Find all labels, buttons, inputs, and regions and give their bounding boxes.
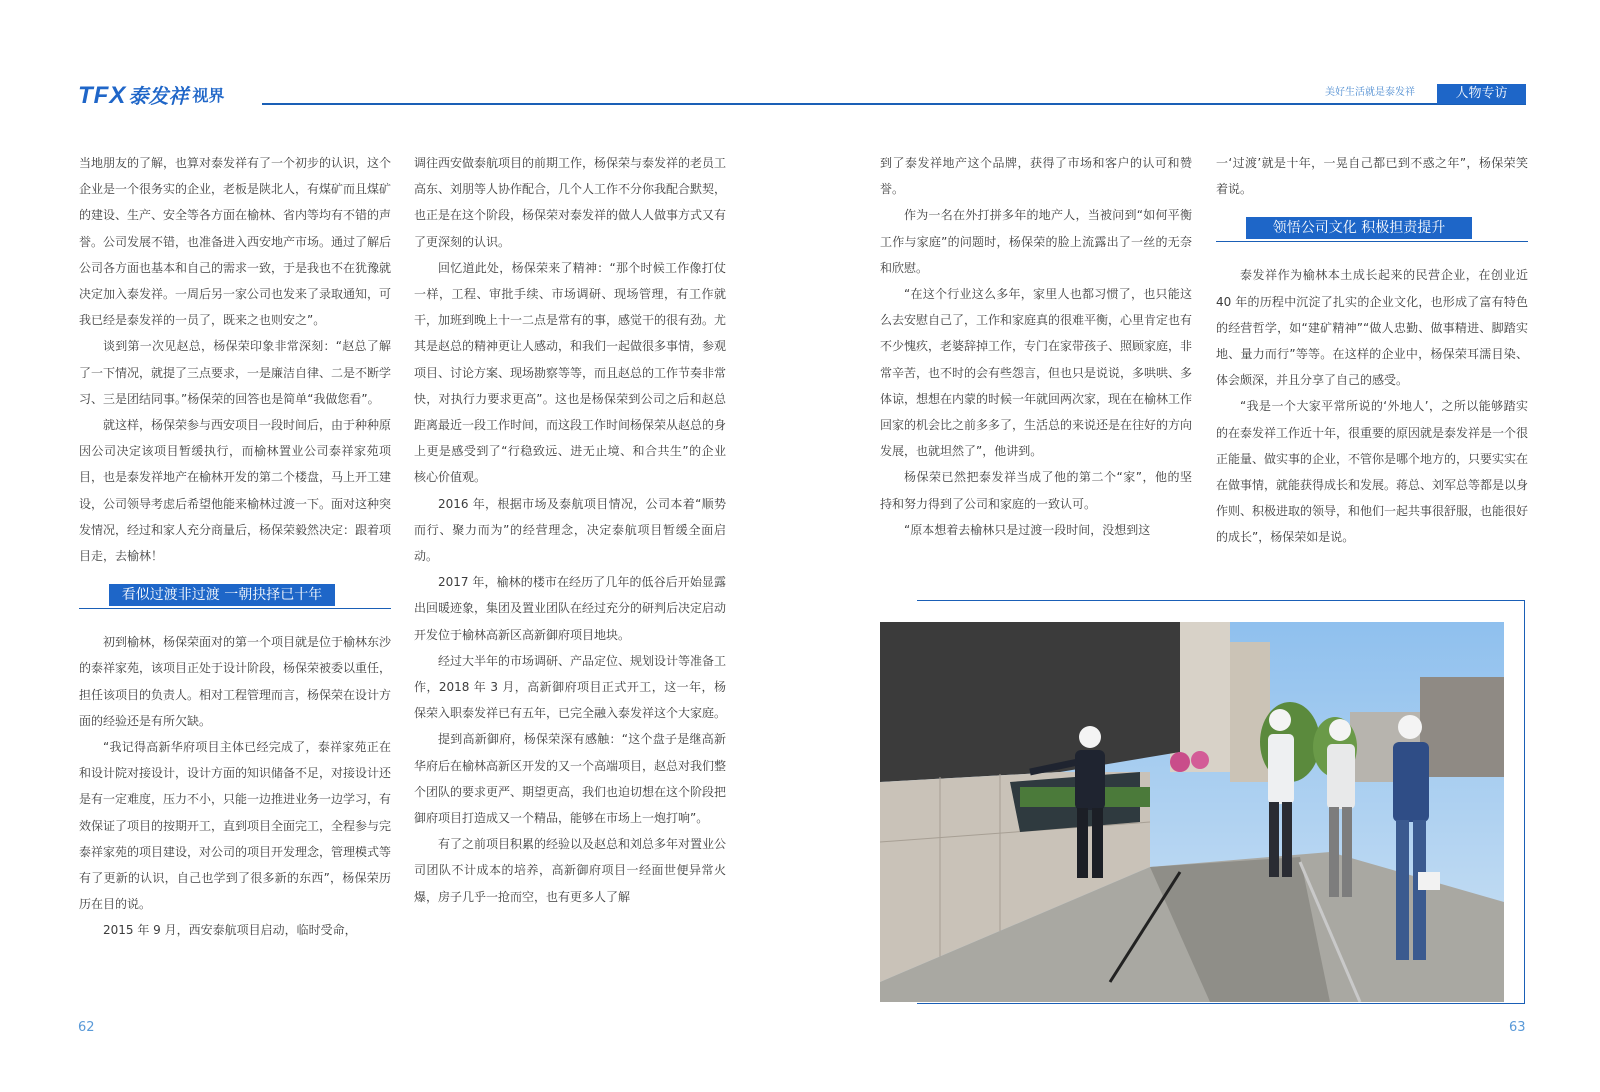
section-heading-2 [1216,217,1528,242]
paragraph: 谈到第一次见赵总，杨保荣印象非常深刻：“赵总了解了一下情况，就提了三点要求，一是廉洁自律、二是不断学习、三是团结同事。”杨保荣的回答也是简单“我做您看”。 [79,339,392,406]
paragraph: “在这个行业这么多年，家里人也都习惯了，也只能这么去安慰自己了，工作和家庭真的很难平衡，心里肯定也有不少愧疚，老婆辞掉工作，专门在家带孩子、照顾家庭，非常辛苦，也不时的会有些怨言，但也只是说说，多哄哄、多体谅，想想在内蒙的时候一年就回两次家，现在在榆林工作回家的机会比之前多多了，生活总的来说还是在往好的方向发展，也就坦然了”，他讲到。 [880,287,1193,459]
paragraph: 2015 年 9 月，西安泰航项目启动，临时受命， [103,923,357,938]
site-inspection-photo [880,622,1504,1002]
paragraph: 调往西安做泰航项目的前期工作，杨保荣与泰发祥的老员工高东、刘朋等人协作配合，几个人工作不分你我配合默契，也正是在这个阶段，杨保荣对泰发祥的做人人做事方式又有了更深刻的认识。 [414,156,727,249]
paragraph: 有了之前项目积累的经验以及赵总和刘总多年对置业公司团队不计成本的培养，高新御府项目一经面世便异常火爆，房子几乎一抢而空，也有更多人了解 [414,837,727,904]
paragraph: “我是一个大家平常所说的‘外地人’，之所以能够踏实的在泰发祥工作近十年，很重要的原因就是泰发祥是一个很正能量、做实事的企业，不管你是哪个地方的，只要实实在在做事情，就能获得成长和发展。蒋总、刘军总等都是以身作则、积极进取的领导，和他们一起共事很舒服，也能很好的成长”，杨保荣如是说。 [1216,399,1529,545]
construction-site-illustration [880,622,1504,1002]
section-heading-1 [79,584,391,609]
paragraph: “我记得高新华府项目主体已经完成了，泰祥家苑正在和设计院对接设计，设计方面的知识储备不足，对接设计还是有一定难度，压力不小，只能一边推进业务一边学习，有效保证了项目的按期开工，直到项目全面完工，全程参与完泰祥家苑的项目建设，对公司的项目开发理念，管理模式等有了更新的认识，自己也学到了很多新的东西”，杨保荣历历在目的说。 [79,740,392,912]
logo-tfx: TFX [78,82,127,109]
paragraph: 当地朋友的了解，也算对泰发祥有了一个初步的认识，这个企业是一个很务实的企业，老板是陕北人，有煤矿而且煤矿的建设、生产、安全等各方面在榆林、省内等均有不错的声誉。公司发展不错，也准备进入西安地产市场。通过了解后公司各方面也基本和自己的需求一致，于是我也不在犹豫就决定加入泰发祥。一周后另一家公司也发来了录取通知，可我已经是泰发祥的一员了，既来之也则安之”。 [79,156,392,328]
paragraph: 泰发祥作为榆林本土成长起来的民营企业，在创业近 40 年的历程中沉淀了扎实的企业文化，也形成了富有特色的经营哲学，如“建矿精神”“做人忠勤、做事精进、脚踏实地、量力而行”等等。在这样的企业中，杨保荣耳濡目染、体会颇深，并且分享了自己的感受。 [1216,268,1528,388]
paragraph: 2016 年，根据市场及泰航项目情况，公司本着“顺势而行、聚力而为”的经营理念，决定泰航项目暂缓全面启动。 [414,496,726,564]
column-2 [414,150,726,910]
paragraph: 经过大半年的市场调研、产品定位、规划设计等准备工作，2018 年 3 月，高新御府项目正式开工，这一年，杨保荣入职泰发祥已有五年，已完全融入泰发祥这个大家庭。 [414,653,727,721]
column-4 [1216,150,1528,551]
paragraph: 回忆道此处，杨保荣来了精神：“那个时候工作像打仗一样，工程、审批手续、市场调研、现场管理，有工作就干，加班到晚上十一二点是常有的事，感觉干的很有劲。尤其是赵总的精神更让人感动，和我们一起做很多事情，参观项目、讨论方案、现场勘察等等，而且赵总的工作节奏非常快，对执行力要求更高”。这也是杨保荣到公司之后和赵总距离最近一段工作时间，而这段工作时间杨保荣从赵总的身上更是感受到了“行稳致远、进无止境、和合共生”的企业核心价值观。 [414,260,727,485]
magazine-logo [78,80,224,110]
logo-brand: 泰发祥 [128,84,189,108]
paragraph: 就这样，杨保荣参与西安项目一段时间后，由于种种原因公司决定该项目暂缓执行，而榆林置业公司泰祥家苑项目，也是泰发祥地产在榆林开发的第二个楼盘，马上开工建设，公司领导考虑后希望他能来榆林过渡一下。面对这种突发情况，经过和家人充分商量后，杨保荣毅然决定：跟着项目走，去榆林！ [79,418,392,564]
section-heading-text: 看似过渡非过渡 一朝抉择已十年 [109,584,335,606]
paragraph: 2017 年，榆林的楼市在经历了几年的低谷后开始显露出回暖迹象，集团及置业团队在经过充分的研判后决定启动开发位于榆林高新区高新御府项目地块。 [414,575,727,642]
paragraph: 作为一名在外打拼多年的地产人，当被问到“如何平衡工作与家庭”的问题时，杨保荣的脸上流露出了一丝的无奈和欣慰。 [880,208,1192,275]
paragraph: 一‘过渡’就是十年，一晃自己都已到不惑之年”，杨保荣笑着说。 [1216,156,1528,197]
column-3 [880,150,1192,543]
paragraph: 提到高新御府，杨保荣深有感触：“这个盘子是继高新华府后在榆林高新区开发的又一个高端项目，赵总对我们整个团队的要求更严、期望更高，我们也迫切想在这个阶段把御府项目打造成又一个精品，能够在市场上一炮打响”。 [414,732,727,826]
paragraph: 初到榆林，杨保荣面对的第一个项目就是位于榆林东沙的泰祥家苑，该项目正处于设计阶段，杨保荣被委以重任，担任该项目的负责人。相对工程管理而言，杨保荣在设计方面的经验还是有所欠缺。 [79,635,392,728]
column-1 [79,150,391,944]
section-badge: 人物专访 [1437,84,1526,104]
page-number-right: 63 [1509,1020,1526,1035]
section-heading-text: 领悟公司文化 积极担责提升 [1246,217,1472,239]
paragraph: 到了泰发祥地产这个品牌，获得了市场和客户的认可和赞誉。 [880,156,1192,197]
page-number-left: 62 [78,1020,95,1035]
header-slogan: 美好生活就是泰发祥 [1325,87,1415,98]
logo-subtitle: 视界 [192,86,225,105]
paragraph: 杨保荣已然把泰发祥当成了他的第二个“家”，他的坚持和努力得到了公司和家庭的一致认可。 [880,470,1192,511]
paragraph: “原本想着去榆林只是过渡一段时间，没想到这 [904,522,1151,537]
header-rule [262,103,1526,105]
